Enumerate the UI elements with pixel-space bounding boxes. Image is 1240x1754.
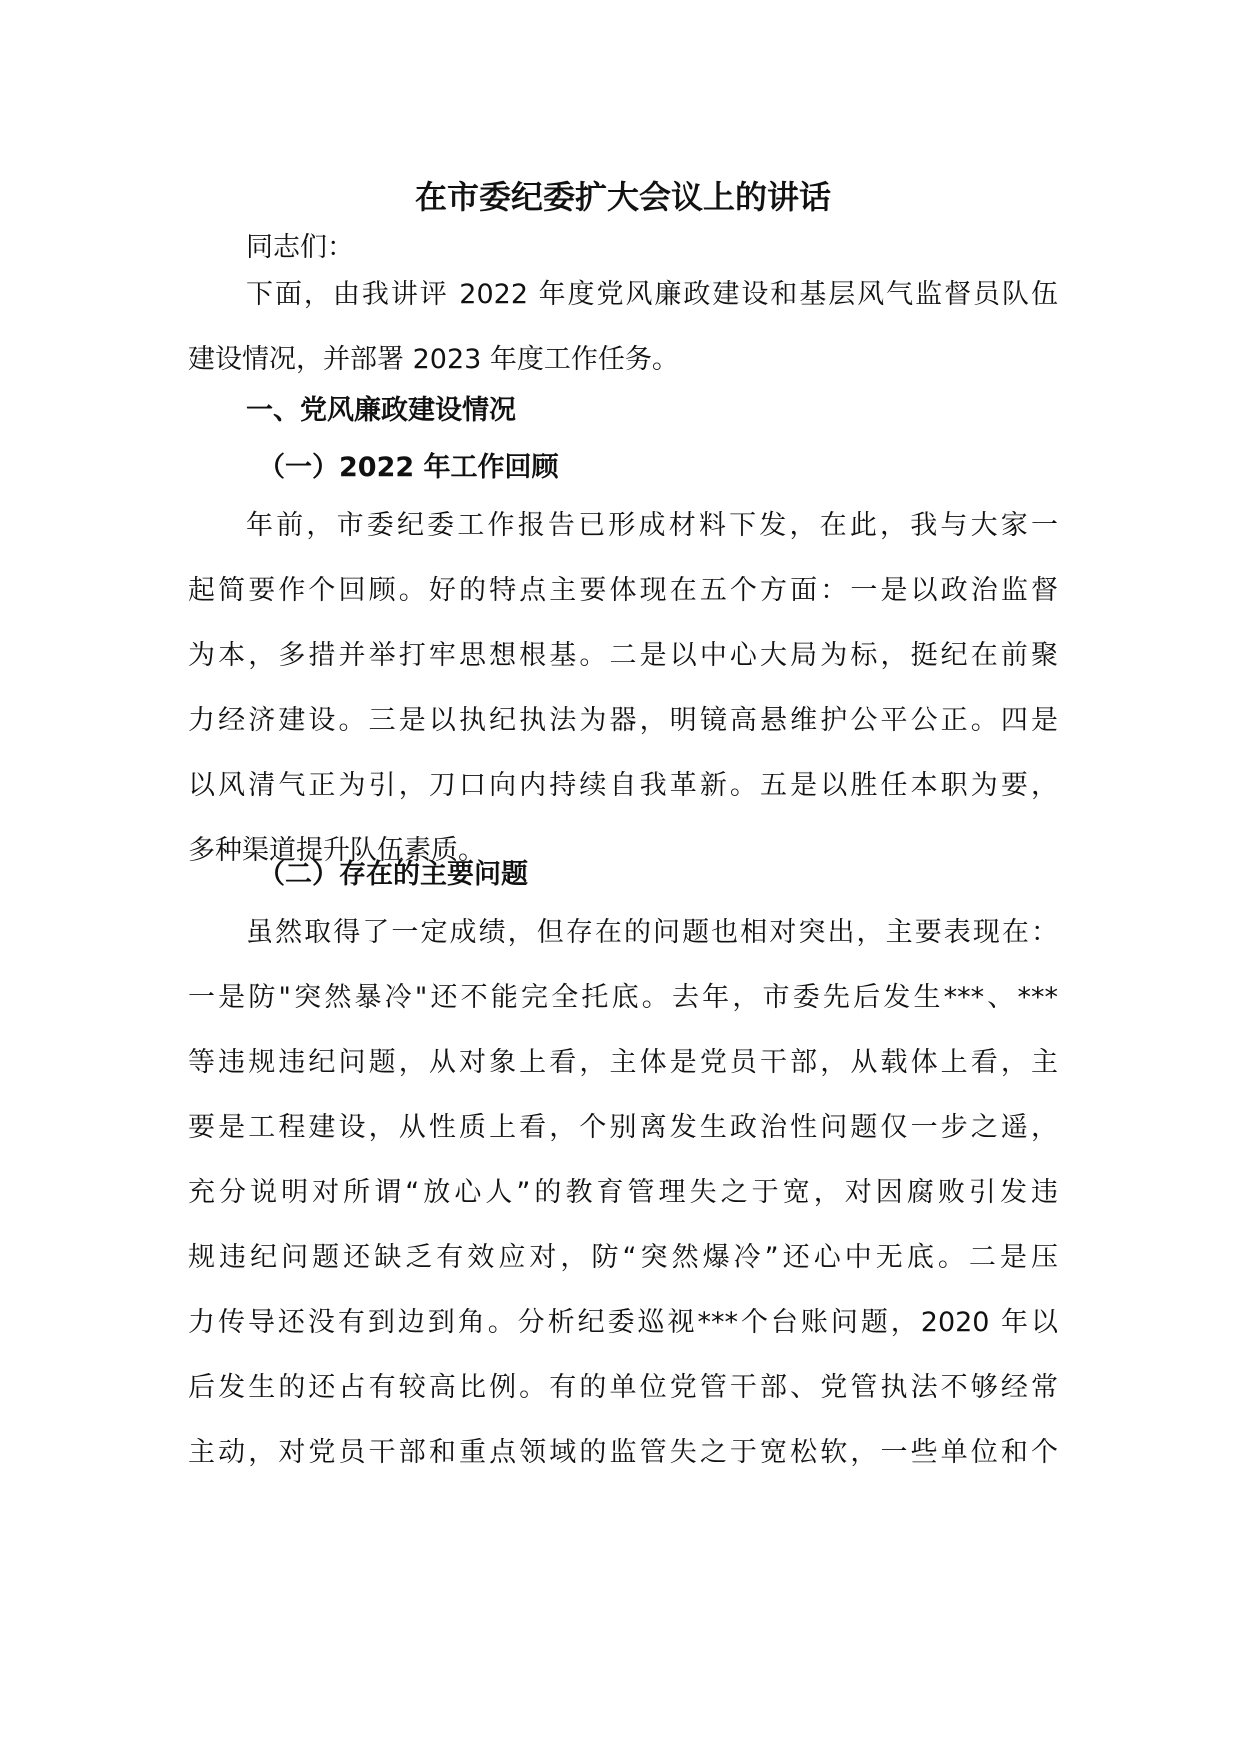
section-heading-paragraph <box>188 378 1058 443</box>
subsection-heading-paragraph <box>188 842 1058 907</box>
subsection-heading-paragraph <box>188 435 1058 500</box>
paragraph-line: 充分说明对所谓“放心人”的教育管理失之于宽，对因腐败引发违 <box>188 1177 1058 1208</box>
paragraph-line: 要是工程建设，从性质上看，个别离发生政治性问题仅一步之遥， <box>188 1112 1058 1143</box>
salutation: 同志们： <box>246 232 354 263</box>
paragraph-line: 主动，对党员干部和重点领域的监管失之于宽松软，一些单位和个 <box>188 1437 1058 1468</box>
paragraph-line: 等违规违纪问题，从对象上看，主体是党员干部，从载体上看，主 <box>188 1047 1058 1078</box>
paragraph-line: 下面，由我讲评 2022 年度党风廉政建设和基层风气监督员队伍 <box>246 279 1058 310</box>
intro-paragraph <box>188 262 1058 392</box>
paragraph-line: 年前，市委纪委工作报告已形成材料下发，在此，我与大家一 <box>246 510 1058 541</box>
paragraph-line: 起简要作个回顾。好的特点主要体现在五个方面：一是以政治监督 <box>188 575 1058 606</box>
problems-paragraph <box>188 900 1058 1485</box>
paragraph-line: 规违纪问题还缺乏有效应对，防“突然爆冷”还心中无底。二是压 <box>188 1242 1058 1273</box>
paragraph-line: 多种渠道提升队伍素质。 <box>188 835 485 866</box>
paragraph-line: 虽然取得了一定成绩，但存在的问题也相对突出，主要表现在： <box>246 917 1058 948</box>
paragraph-line: 力传导还没有到边到角。分析纪委巡视***个台账问题，2020 年以 <box>188 1307 1058 1338</box>
paragraph-line: 以风清气正为引，刀口向内持续自我革新。五是以胜任本职为要， <box>188 770 1058 801</box>
paragraph-line: 建设情况，并部署 2023 年度工作任务。 <box>188 344 679 375</box>
review-paragraph <box>188 493 1058 883</box>
subsection-heading: （二）存在的主要问题 <box>258 859 528 890</box>
paragraph-line: 为本，多措并举打牢思想根基。二是以中心大局为标，挺纪在前聚 <box>188 640 1058 671</box>
paragraph-line: 力经济建设。三是以执纪执法为器，明镜高悬维护公平公正。四是 <box>188 705 1058 736</box>
paragraph-line: 后发生的还占有较高比例。有的单位党管干部、党管执法不够经常 <box>188 1372 1058 1403</box>
paragraph-line: 一是防"突然暴冷"还不能完全托底。去年，市委先后发生***、*** <box>188 982 1058 1013</box>
document-title: 在市委纪委扩大会议上的讲话 <box>414 178 831 216</box>
subsection-heading: （一）2022 年工作回顾 <box>258 452 559 483</box>
section-heading: 一、党风廉政建设情况 <box>246 395 516 426</box>
